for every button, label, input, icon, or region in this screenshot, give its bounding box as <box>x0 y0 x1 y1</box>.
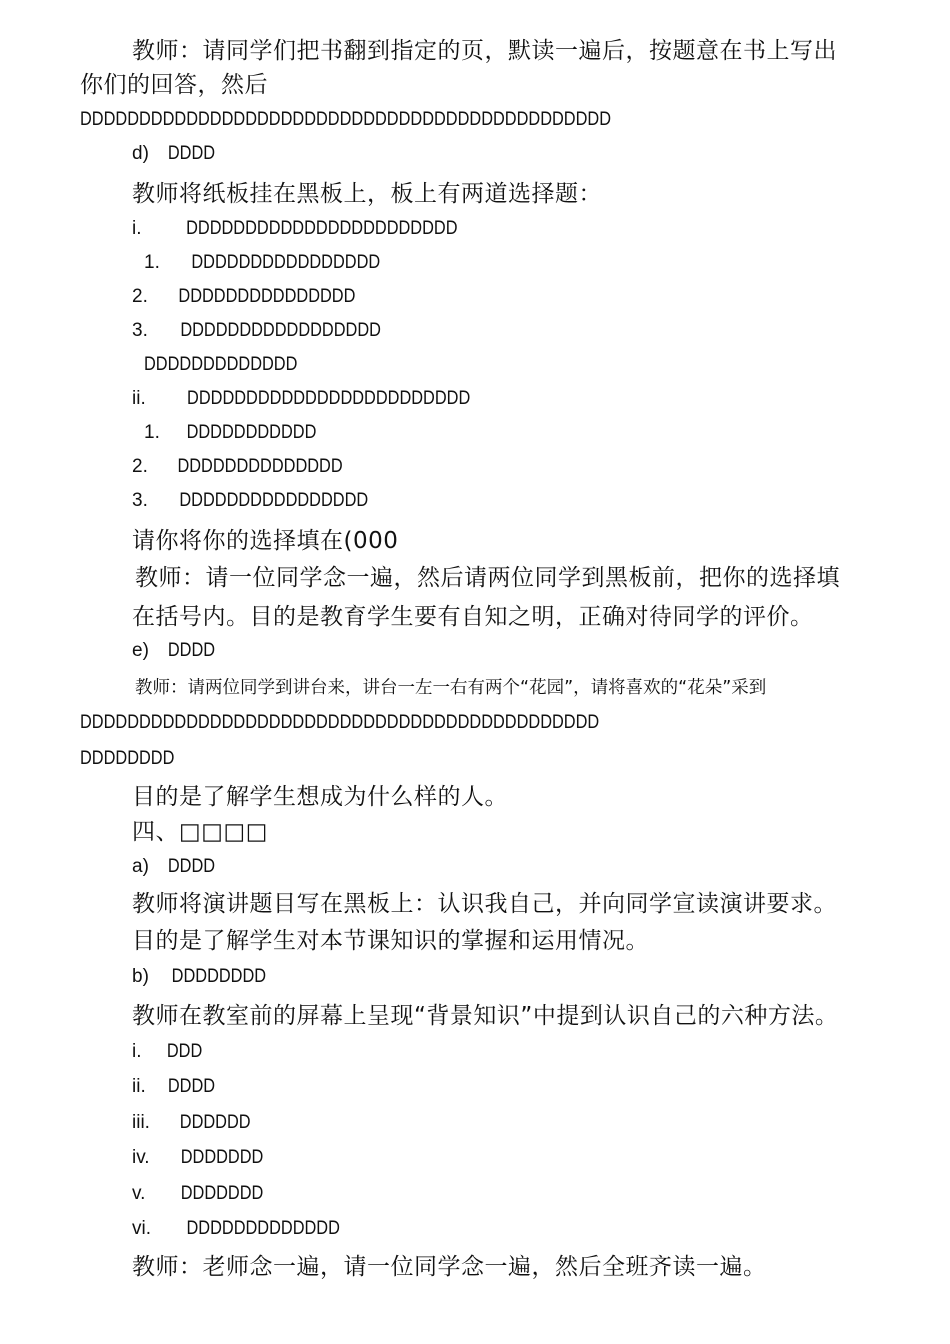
method-item-4 <box>132 1148 270 1167</box>
method-item-2 <box>132 1077 219 1096</box>
question-1-option-1 <box>144 253 396 272</box>
list-marker: e) <box>132 640 149 661</box>
list-item-text: DDDDDDDD <box>171 966 267 987</box>
paragraph-line: 教师：请同学们把书翻到指定的页，默读一遍后，按题意在书上写出 <box>132 38 837 64</box>
paragraph-line: 请你将你的选择填在(000 <box>132 528 399 554</box>
paragraph-line: 教师将纸板挂在黑板上，板上有两道选择题： <box>132 181 602 207</box>
list-marker: iii. <box>132 1112 150 1133</box>
method-text: DDD <box>166 1041 203 1062</box>
method-item-3 <box>132 1113 256 1132</box>
option-text: DDDDDDDDDDDDDD <box>177 456 343 477</box>
method-text: DDDD <box>167 1076 216 1097</box>
list-marker: ii. <box>132 1076 146 1097</box>
list-item-b <box>132 967 274 986</box>
question-1-option-3 <box>132 321 397 340</box>
method-text: DDDDDDD <box>180 1183 264 1204</box>
paragraph-line: 目的是了解学生想成为什么样的人。 <box>132 784 508 810</box>
paragraph-line: 你们的回答，然后 <box>80 72 268 98</box>
paragraph-line: 教师在教室前的屏幕上呈现“背景知识”中提到认识自己的六种方法。 <box>132 1003 839 1029</box>
list-item-e <box>132 641 219 660</box>
list-item-d <box>132 144 219 163</box>
list-item-text: DDDD <box>167 856 216 877</box>
option-text: DDDDDDDDDDD <box>186 422 317 443</box>
question-1-option-2 <box>132 287 370 306</box>
list-marker: i. <box>132 1041 142 1062</box>
method-text: DDDDDDD <box>180 1147 264 1168</box>
section-heading: 四、□□□□ <box>132 819 268 845</box>
question-text: DDDDDDDDDDDDDDDDDDDDDDD <box>186 218 458 239</box>
placeholder-text-line: DDDDDDDDDDDDDDDDDDDDDDDDDDDDDDDDDDDDDDDDDDDDD <box>80 109 612 130</box>
list-marker: b) <box>132 966 149 987</box>
question-1 <box>132 219 480 238</box>
list-marker: 3. <box>132 320 148 341</box>
list-item-text: DDDD <box>167 143 216 164</box>
method-item-5 <box>132 1184 270 1203</box>
paragraph-line: 教师：老师念一遍，请一位同学念一遍，然后全班齐读一遍。 <box>132 1254 767 1280</box>
list-marker: 3. <box>132 490 148 511</box>
list-marker: 2. <box>132 286 148 307</box>
option-text: DDDDDDDDDDDDDDD <box>178 286 356 307</box>
question-2-option-3 <box>132 491 384 510</box>
paragraph-line: 教师将演讲题目写在黑板上：认识我自己，并向同学宣读演讲要求。 <box>132 891 837 917</box>
question-text: DDDDDDDDDDDDDDDDDDDDDDDD <box>187 388 471 409</box>
list-marker: ii. <box>132 388 146 409</box>
paragraph-line: 教师：请一位同学念一遍，然后请两位同学到黑板前，把你的选择填 <box>135 565 840 591</box>
method-text: DDDDDD <box>179 1112 251 1133</box>
list-marker: d) <box>132 143 149 164</box>
list-marker: 1. <box>144 252 160 273</box>
list-marker: i. <box>132 218 142 239</box>
option-text: DDDDDDDDDDDDDDDD <box>179 490 369 511</box>
method-item-1 <box>132 1042 205 1061</box>
list-marker: iv. <box>132 1147 150 1168</box>
placeholder-text-line: DDDDDDDD <box>80 748 175 769</box>
list-marker: vi. <box>132 1218 151 1239</box>
list-marker: 1. <box>144 422 160 443</box>
paragraph-line: 在括号内。目的是教育学生要有自知之明，正确对待同学的评价。 <box>132 604 814 630</box>
paragraph-line: 目的是了解学生对本节课知识的掌握和运用情况。 <box>132 928 649 954</box>
list-item-a <box>132 857 219 876</box>
list-marker: a) <box>132 856 149 877</box>
question-2-option-1 <box>144 423 327 442</box>
method-item-6 <box>132 1219 352 1238</box>
question-2 <box>132 389 493 408</box>
option-text: DDDDDDDDDDDDDDDDD <box>180 320 381 341</box>
method-text: DDDDDDDDDDDDD <box>186 1218 340 1239</box>
paragraph-line: 教师：请两位同学到讲台来，讲台一左一右有两个“花园”，请将喜欢的“花朵”采到 <box>135 678 767 698</box>
placeholder-text-line: DDDDDDDDDDDDDDDDDDDDDDDDDDDDDDDDDDDDDDDDDDDD <box>80 712 600 733</box>
list-marker: 2. <box>132 456 148 477</box>
option-text: DDDDDDDDDDDDDDDD <box>191 252 381 273</box>
list-item-text: DDDD <box>167 640 216 661</box>
question-1-extra: DDDDDDDDDDDDD <box>144 354 298 375</box>
question-2-option-2 <box>132 457 356 476</box>
list-marker: v. <box>132 1183 146 1204</box>
